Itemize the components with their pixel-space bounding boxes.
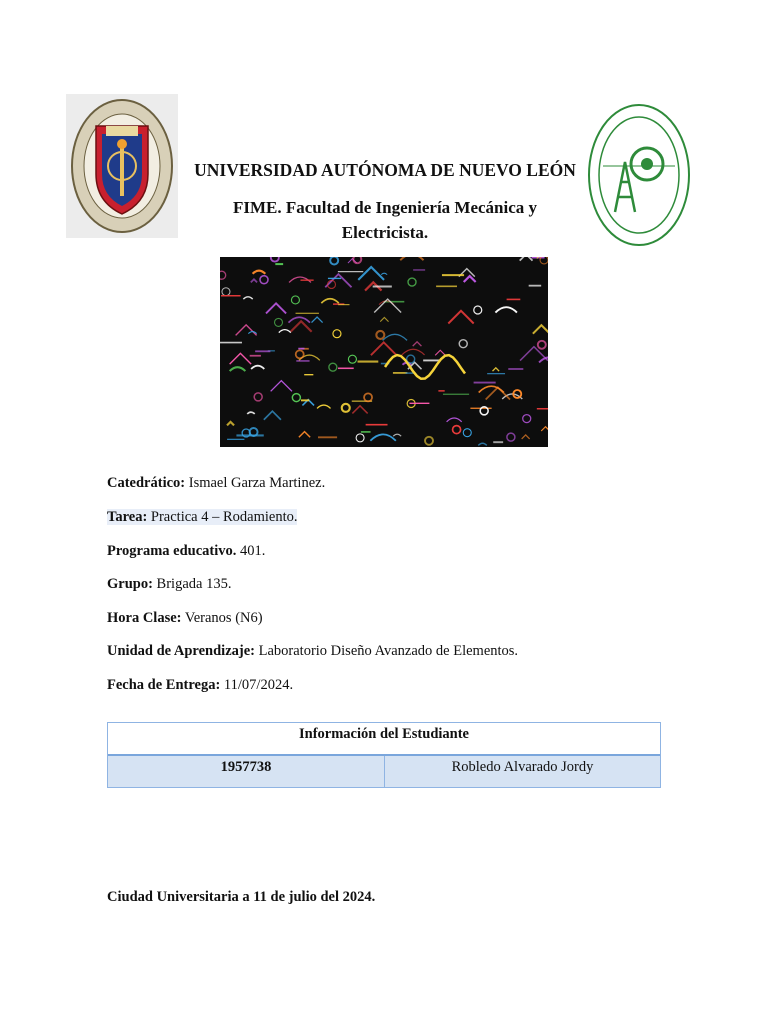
chalk-scribble (292, 394, 300, 402)
student-id-cell: 1957738 (108, 756, 385, 787)
chalk-scribble (329, 363, 337, 371)
chalk-scribble (479, 386, 504, 392)
chalk-scribble (538, 341, 546, 349)
chalk-scribble (291, 321, 312, 332)
chalk-scribble (413, 342, 422, 346)
chalk-scribble (260, 276, 268, 284)
chalk-scribble (352, 406, 367, 414)
student-info-table (107, 722, 661, 788)
chalk-scribble (291, 296, 299, 304)
chalk-scribble (271, 381, 292, 392)
chalk-scribble (380, 317, 388, 321)
field-hora-clase: Hora Clase: Veranos (N6) (107, 610, 263, 626)
uanl-seal-logo (66, 94, 178, 238)
chalk-scribble (348, 355, 356, 363)
chalk-scribble (507, 433, 515, 441)
fime-seal-logo (585, 102, 693, 248)
chalk-scribble (342, 404, 350, 412)
chalk-scribble (236, 325, 257, 335)
chalk-scribble (254, 393, 262, 401)
table-header: Información del Estudiante (108, 723, 660, 756)
chalk-scribble (463, 429, 471, 437)
chalk-scribble (493, 368, 500, 371)
chalk-scribble (520, 257, 533, 261)
chalk-scribble (266, 303, 286, 313)
chalk-scribble (296, 350, 304, 358)
chalk-scribble (478, 443, 487, 445)
chalk-scribble (251, 366, 264, 369)
chalk-scribble (459, 340, 467, 348)
chalk-scribble (371, 342, 397, 355)
chalk-scribble (370, 434, 395, 440)
field-programa: Programa educativo. 401. (107, 543, 266, 559)
chalk-scribble (279, 330, 291, 333)
chalk-scribble (400, 257, 423, 260)
chalk-sine-wave (385, 355, 465, 379)
chalk-scribble (275, 318, 283, 326)
math-formulas-banner-image (220, 257, 548, 447)
chalk-scribble (447, 418, 462, 422)
chalk-scribble (364, 393, 372, 401)
university-name: UNIVERSIDAD AUTÓNOMA DE NUEVO LEÓN (194, 160, 576, 180)
chalk-scribble (408, 278, 416, 286)
chalk-scribble (495, 307, 516, 312)
chalk-scribble (376, 331, 384, 339)
chalk-scribble (220, 271, 226, 279)
chalk-scribble (425, 437, 433, 445)
chalk-scribble (474, 306, 482, 314)
chalk-scribble (317, 405, 331, 408)
chalk-scribble (243, 297, 252, 299)
chalk-scribble (402, 349, 425, 355)
chalk-scribble (299, 432, 310, 438)
chalk-scribble (541, 427, 548, 431)
field-fecha: Fecha de Entrega: 11/07/2024. (107, 677, 294, 693)
chalk-scribble (227, 422, 234, 426)
chalk-scribble (264, 411, 281, 420)
chalk-scribble (333, 330, 341, 338)
student-name-cell: Robledo Alvarado Jordy (451, 759, 594, 775)
chalk-scribble (464, 276, 476, 282)
field-tarea: Tarea: Practica 4 – Rodamiento. (107, 509, 298, 525)
chalk-scribble (253, 271, 266, 274)
chalk-scribble (486, 387, 510, 399)
chalk-scribble (356, 434, 364, 442)
closing-line: Ciudad Universitaria a 11 de julio del 2024. (107, 889, 376, 905)
field-grupo: Grupo: Brigada 135. (107, 576, 232, 592)
chalk-scribble (247, 412, 255, 414)
chalk-scribble (321, 299, 338, 303)
chalk-scribble (271, 257, 279, 262)
chalk-scribble (533, 325, 548, 334)
chalk-scribble (222, 288, 230, 296)
chalk-scribble (453, 426, 461, 434)
faculty-name: FIME. Facultad de Ingeniería Mecánica y Electricista. (232, 198, 538, 242)
chalk-scribble (230, 353, 252, 364)
field-catedratico: Catedrático: Ismael Garza Martinez. (107, 475, 326, 491)
chalk-scribble (435, 350, 445, 355)
chalk-scribble (383, 334, 407, 340)
chalk-scribble (523, 415, 531, 423)
field-unidad: Unidad de Aprendizaje: Laboratorio Diseño Avanzado de Elementos. (107, 643, 519, 659)
chalk-scribble (251, 279, 257, 282)
chalk-scribble (312, 317, 323, 323)
chalk-scribble (448, 311, 473, 324)
chalk-scribble (330, 257, 338, 264)
chalk-scribble (393, 434, 401, 436)
table-row (108, 756, 660, 787)
chalk-scribble (381, 273, 387, 275)
chalk-scribble (358, 267, 384, 280)
chalk-scribble (230, 367, 246, 371)
chalk-scribble (522, 435, 530, 439)
